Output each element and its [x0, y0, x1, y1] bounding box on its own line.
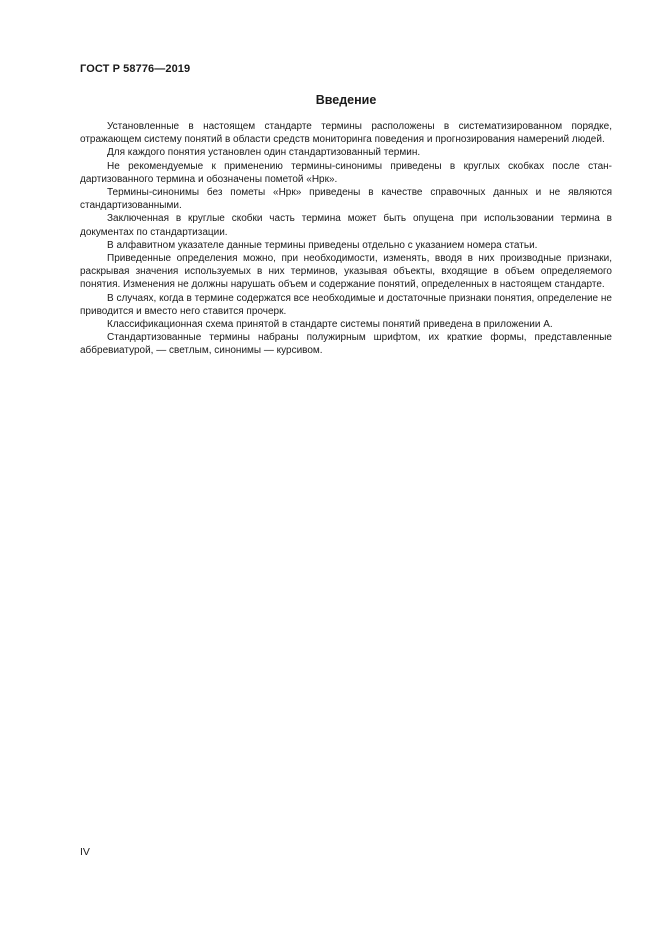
document-header: ГОСТ Р 58776—2019	[80, 63, 191, 75]
section-title: Введение	[315, 93, 377, 107]
paragraph: Приведенные определения можно, при необходимости, изменять, вводя в них производные признаки, раскрывая значения используемых в них терминов, указывая объекты, входящие в объем определяемого понятия. Изменения не должны нарушать объем и содержание понятий, определенных в настоящем стандарте.	[80, 253, 612, 291]
paragraph: Установленные в настоящем стандарте термины расположены в систематизированном порядке, отражающем систему понятий в области средств мониторинга поведения и прогнозирования намерений людей.	[80, 121, 612, 146]
page-number: IV	[80, 846, 90, 858]
paragraph: Классификационная схема принятой в стандарте системы понятий приведена в приложении А.	[107, 319, 553, 331]
paragraph: В случаях, когда в термине содержатся все необходимые и достаточные признаки понятия, определение не приводится и вместо него ставится прочерк.	[80, 292, 612, 317]
paragraph: Для каждого понятия установлен один стандартизованный термин.	[107, 147, 421, 159]
paragraph: В алфавитном указателе данные термины приведены отдельно с указанием номера статьи.	[107, 239, 538, 251]
paragraph: Термины-синонимы без пометы «Нрк» приведены в качестве справочных данных и не являются стандартизованными.	[80, 187, 612, 212]
paragraph: Не рекомендуемые к применению термины-синонимы приведены в круглых скобках после стандартизованного термина и обозначены пометой «Нрк».	[80, 160, 612, 185]
paragraph: Стандартизованные термины набраны полужирным шрифтом, их краткие формы, представленные аббревиатурой, — светлым, синонимы — курсивом.	[80, 332, 612, 357]
paragraph: Заключенная в круглые скобки часть термина может быть опущена при использовании термина в документах по стандартизации.	[80, 213, 612, 238]
body-text	[80, 120, 612, 358]
